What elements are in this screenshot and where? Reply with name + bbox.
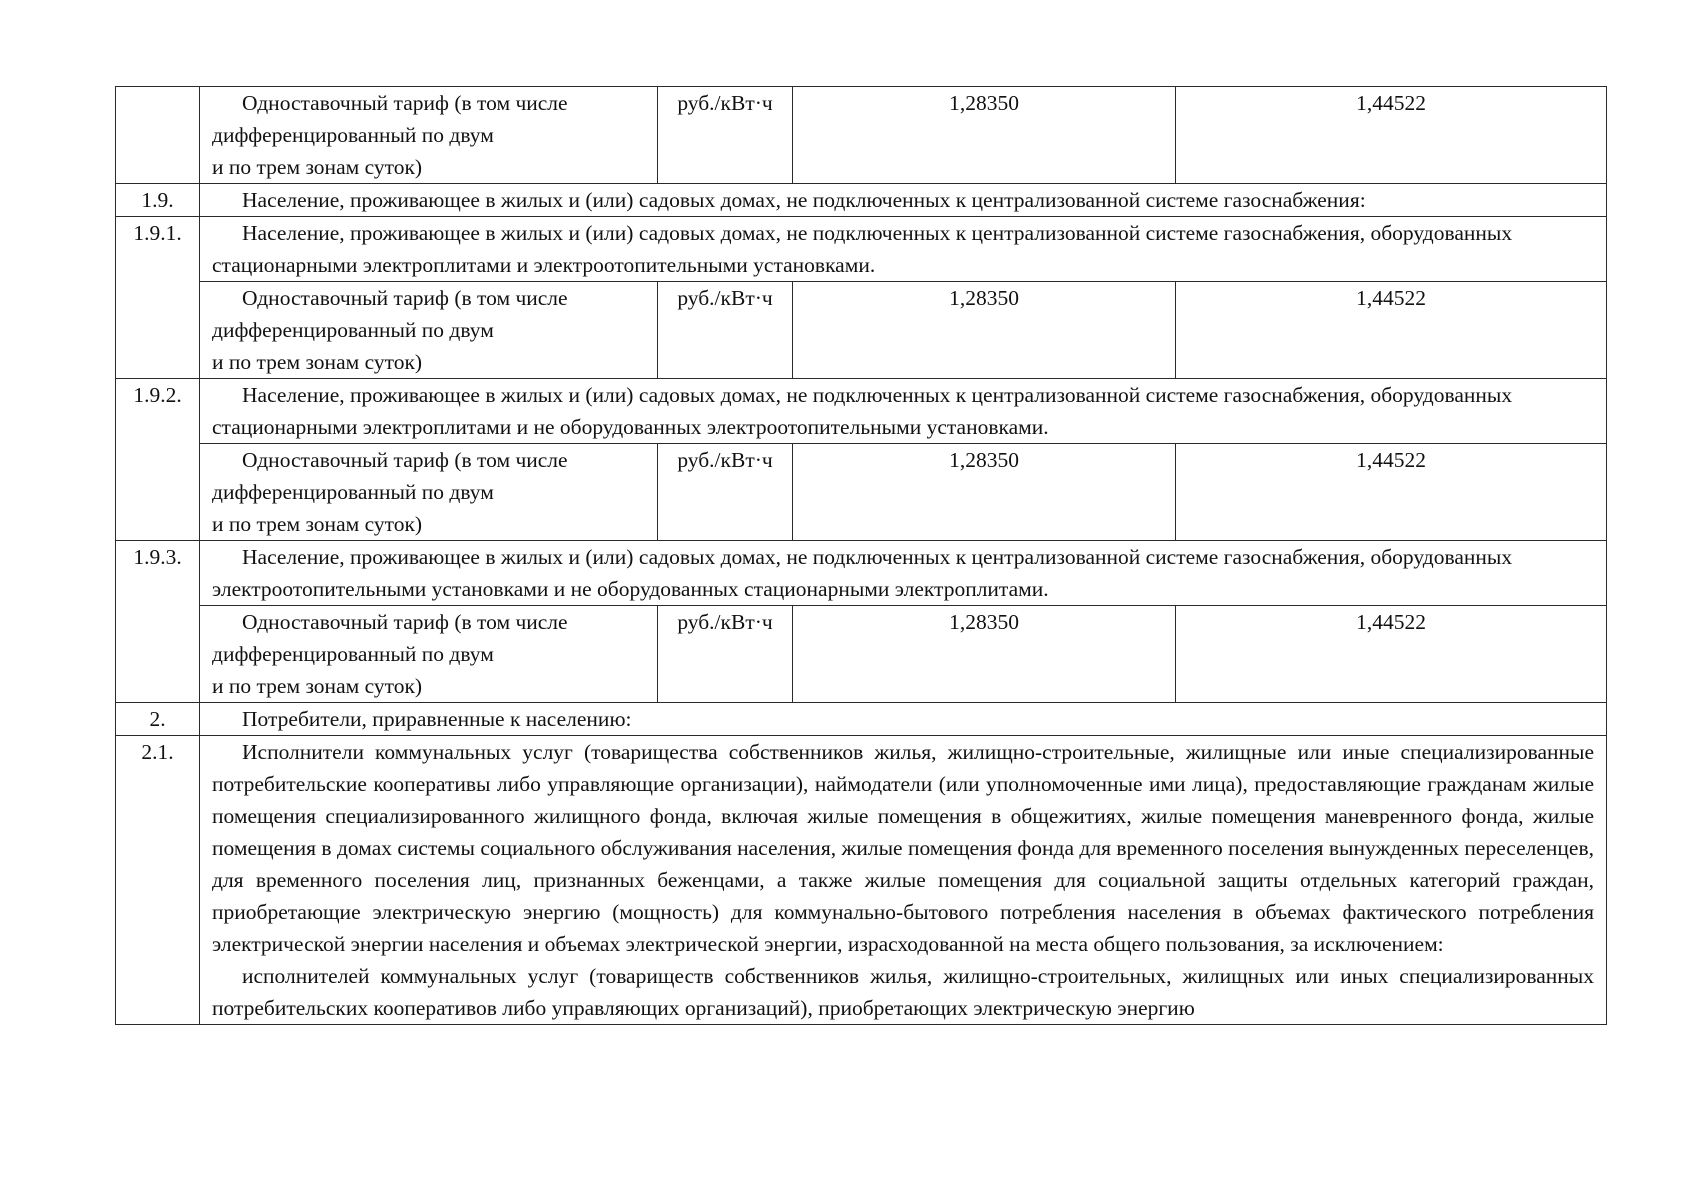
tariff-name-cell: Одноставочный тариф (в том числе дифференцированный по двум и по трем зонам суток) <box>200 444 658 541</box>
tariff-value-1: 1,28350 <box>793 282 1176 379</box>
tariff-row <box>116 87 1607 184</box>
row-description: Население, проживающее в жилых и (или) садовых домах, не подключенных к централизованной системе газоснабжения, оборудованных стационарными электроплитами и электроотопительными установками. <box>200 217 1607 282</box>
row-description: Потребители, приравненные к населению: <box>200 703 1607 736</box>
tariff-value-1: 1,28350 <box>793 606 1176 703</box>
tariff-value-2: 1,44522 <box>1176 606 1607 703</box>
tariff-value-1: 1,28350 <box>793 444 1176 541</box>
section-row-1-9-3 <box>116 541 1607 606</box>
section-row-1-9 <box>116 184 1607 217</box>
row-number: 2. <box>116 703 200 736</box>
row-number: 1.9. <box>116 184 200 217</box>
tariff-name-cell: Одноставочный тариф (в том числе дифференцированный по двум и по трем зонам суток) <box>200 282 658 379</box>
row-description: Население, проживающее в жилых и (или) садовых домах, не подключенных к централизованной системе газоснабжения, оборудованных стационарными электроплитами и не оборудованных электроотопительными установками. <box>200 379 1607 444</box>
tariff-table <box>115 86 1607 1025</box>
row-number: 1.9.2. <box>116 379 200 541</box>
paragraph: Исполнители коммунальных услуг (товарищества собственников жилья, жилищно-строительные, жилищные или иные специализированные потребительские кооперативы либо управляющие организации), наймодатели (или уполномоченные ими лица), предоставляющие гражданам жилые помещения специализированного жилищного фонда, включая жилые помещения в общежитиях, жилые помещения маневренного фонда, жилые помещения в домах системы социального обслуживания населения, жилые помещения фонда для временного поселения вынужденных переселенцев, для временного поселения лиц, признанных беженцами, а также жилые помещения для социальной защиты отдельных категорий граждан, приобретающие электрическую энергию (мощность) для коммунально-бытового потребления населения в объемах фактического потребления электрической энергии населения и объемах электрической энергии, израсходованной на места общего пользования, за исключением: <box>212 740 1594 956</box>
row-number: 1.9.3. <box>116 541 200 703</box>
tariff-value-1: 1,28350 <box>793 87 1176 184</box>
unit-cell: руб./кВт·ч <box>658 444 793 541</box>
tariff-value-2: 1,44522 <box>1176 87 1607 184</box>
row-number: 2.1. <box>116 736 200 1025</box>
row-description: Население, проживающее в жилых и (или) садовых домах, не подключенных к централизованной системе газоснабжения, оборудованных электроотопительными установками и не оборудованных стационарными электроплитами. <box>200 541 1607 606</box>
tariff-value-2: 1,44522 <box>1176 282 1607 379</box>
unit-cell: руб./кВт·ч <box>658 606 793 703</box>
tariff-name-cell: Одноставочный тариф (в том числе дифференцированный по двум и по трем зонам суток) <box>200 87 658 184</box>
section-row-2-1 <box>116 736 1607 1025</box>
tariff-row <box>116 444 1607 541</box>
section-row-2 <box>116 703 1607 736</box>
row-number: 1.9.1. <box>116 217 200 379</box>
unit-cell: руб./кВт·ч <box>658 282 793 379</box>
tariff-name-cell: Одноставочный тариф (в том числе дифференцированный по двум и по трем зонам суток) <box>200 606 658 703</box>
unit-cell: руб./кВт·ч <box>658 87 793 184</box>
row-description: Население, проживающее в жилых и (или) садовых домах, не подключенных к централизованной системе газоснабжения: <box>200 184 1607 217</box>
section-row-1-9-1 <box>116 217 1607 282</box>
row-number-cell <box>116 87 200 184</box>
tariff-row <box>116 282 1607 379</box>
section-row-1-9-2 <box>116 379 1607 444</box>
tariff-row <box>116 606 1607 703</box>
row-description <box>200 736 1607 1025</box>
paragraph: исполнителей коммунальных услуг (товариществ собственников жилья, жилищно-строительных, жилищных или иных специализированных потребительских кооперативов либо управляющих организаций), приобретающих электрическую энергию <box>212 964 1594 1020</box>
tariff-value-2: 1,44522 <box>1176 444 1607 541</box>
